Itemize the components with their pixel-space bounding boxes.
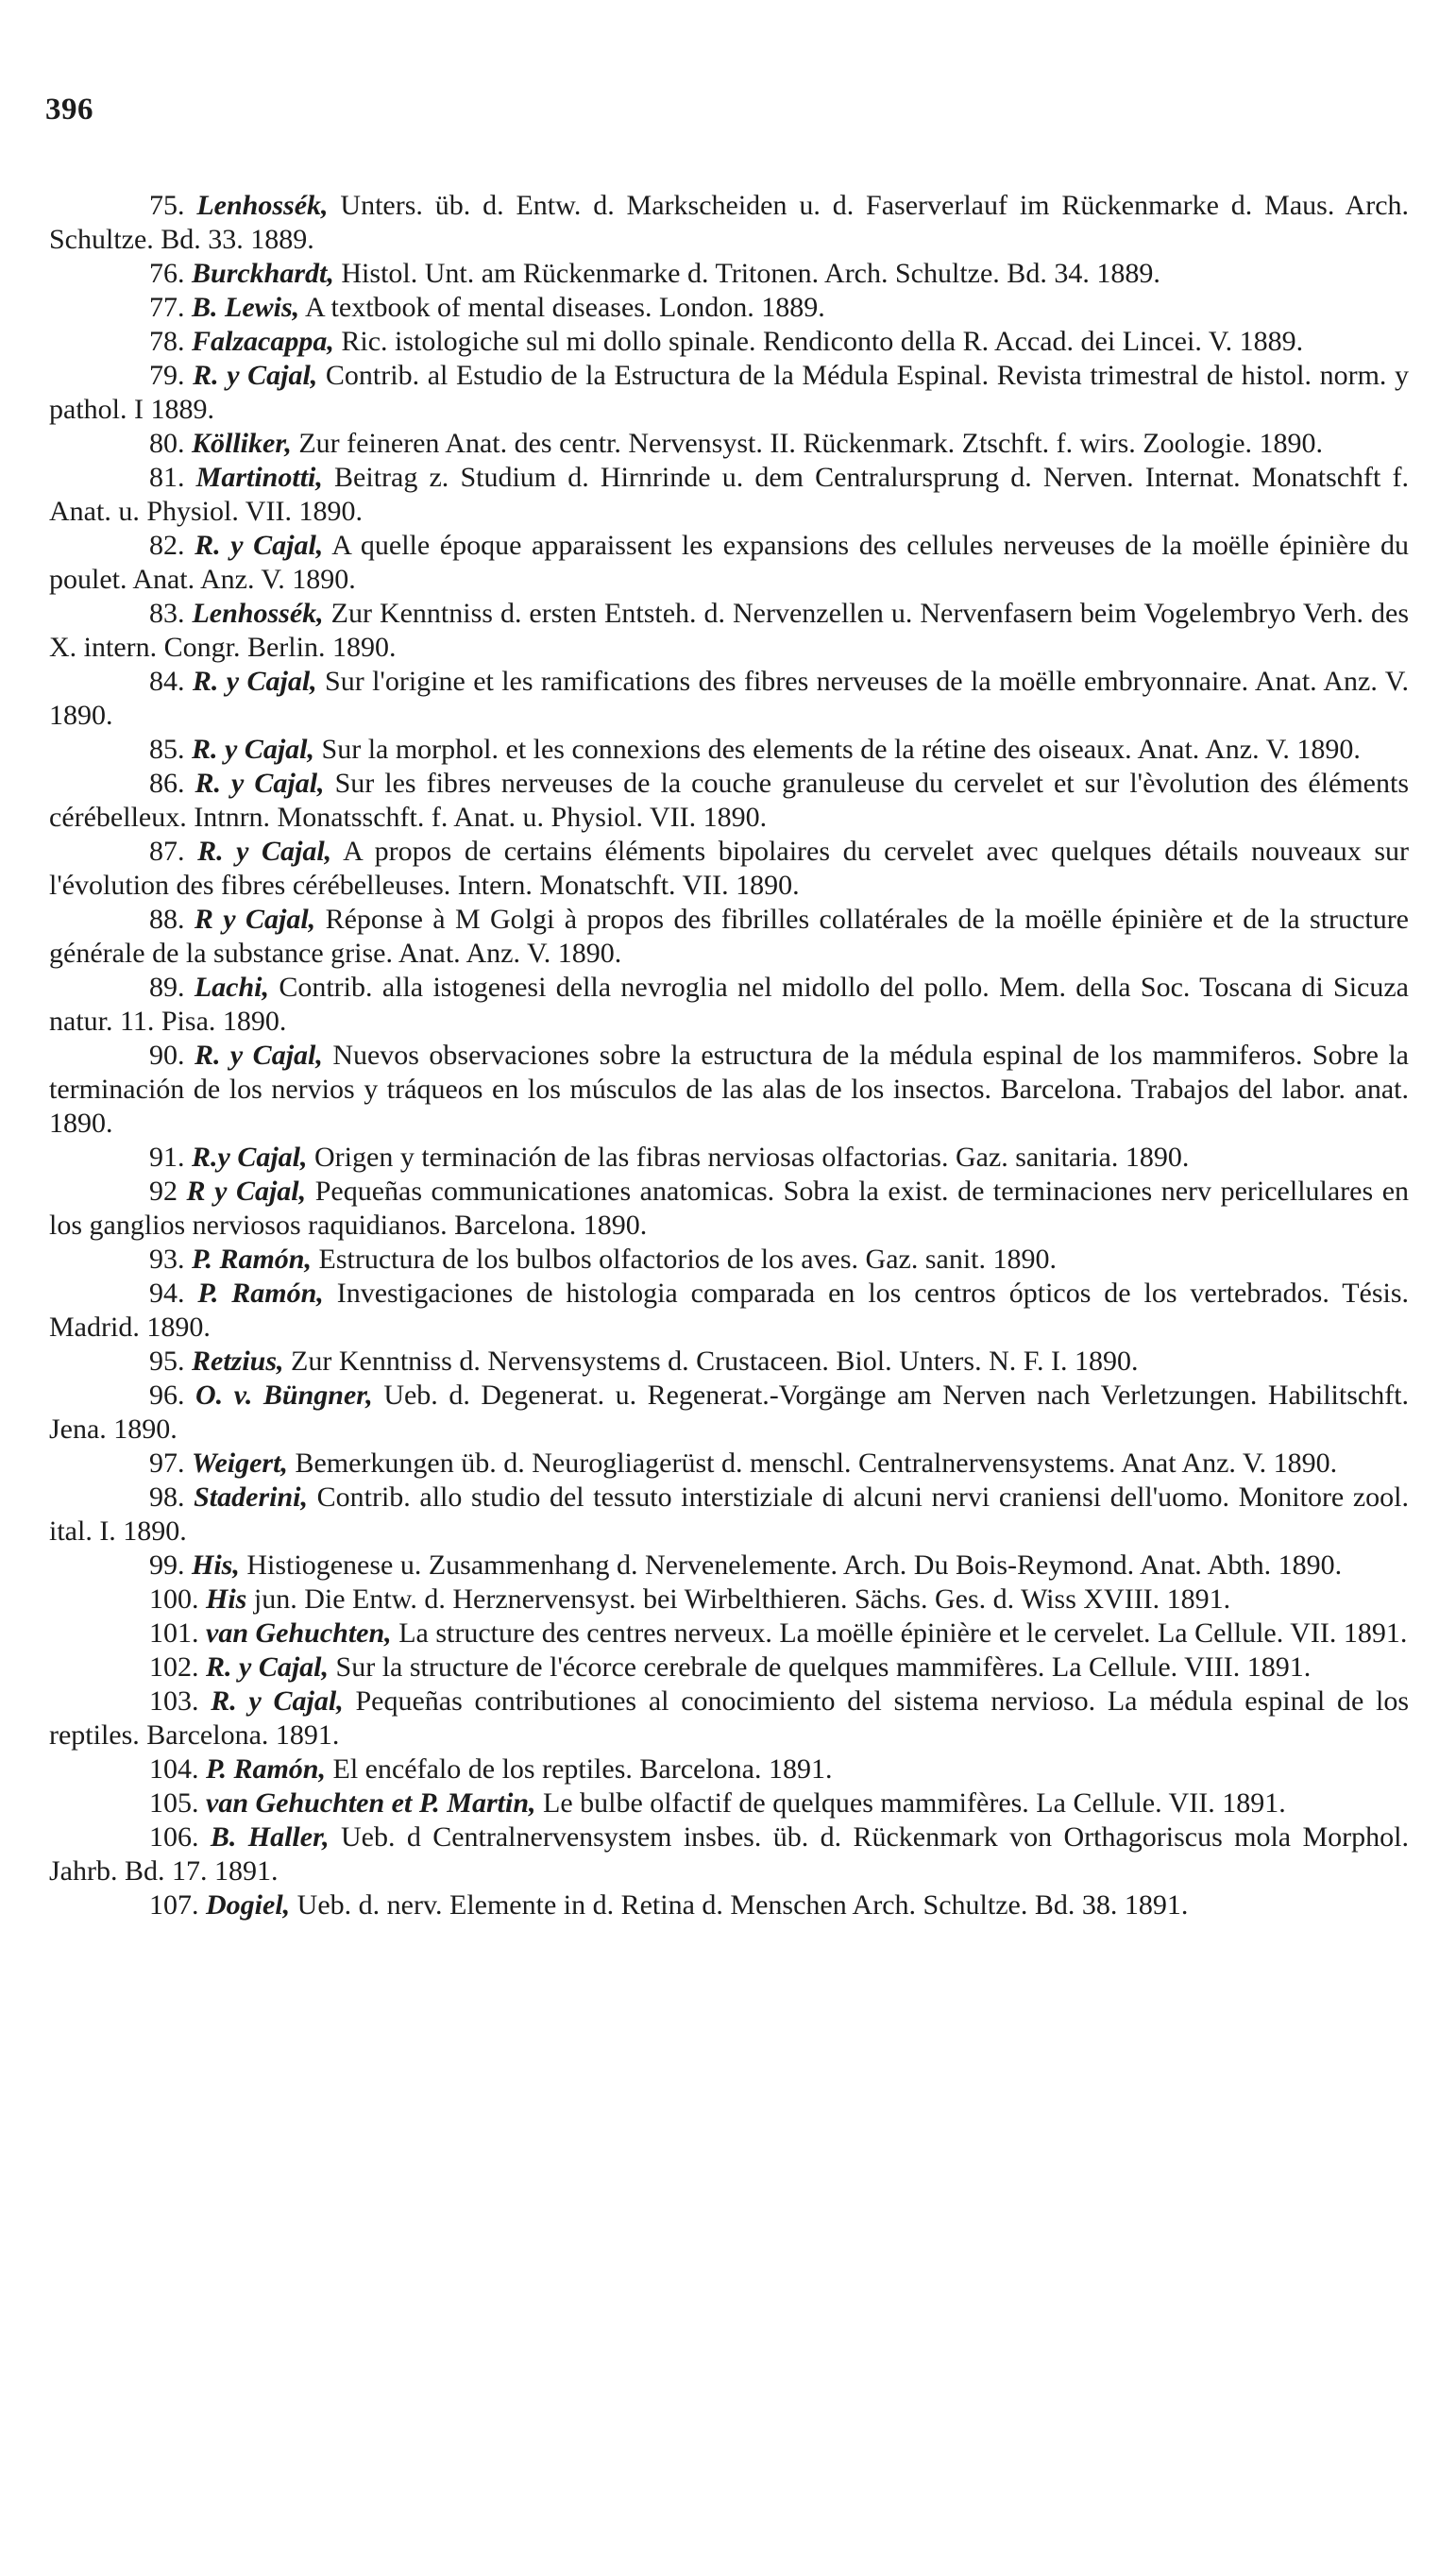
reference-author: R.y Cajal, <box>192 1142 308 1173</box>
reference-text: Pequeñas communicationes anatomicas. Sobra la exist. de terminaciones nerv pericellulares en los ganglios nerviosos raquidianos. Barcelona. 1890. <box>49 1176 1410 1241</box>
reference-number: 103. <box>149 1685 199 1717</box>
reference-author: R. y Cajal, <box>193 360 318 391</box>
reference-text: La structure des centres nerveux. La moëlle épinière et le cervelet. La Cellule. VII. 1891. <box>398 1617 1408 1649</box>
reference-text: Zur Kenntniss d. ersten Entsteh. d. Nervenzellen u. Nervenfasern beim Vogelembryo Verh. des X. intern. Congr. Berlin. 1890. <box>49 598 1409 663</box>
reference-author: P. Ramón, <box>197 1278 324 1309</box>
reference-text: Ueb. d. Degenerat. u. Regenerat.-Vorgänge am Nerven nach Verletzungen. Habilitschft. Jena. 1890. <box>49 1380 1410 1445</box>
reference-entry <box>49 1243 1409 1277</box>
reference-text: Zur Kenntniss d. Nervensystems d. Crustaceen. Biol. Unters. N. F. I. 1890. <box>291 1346 1139 1377</box>
reference-entry <box>49 1685 1409 1753</box>
reference-number: 96. <box>149 1380 185 1411</box>
reference-entry <box>49 1345 1409 1379</box>
reference-entry <box>49 189 1409 257</box>
reference-entry <box>49 1447 1409 1481</box>
reference-number: 101. <box>149 1617 199 1649</box>
reference-text: jun. Die Entw. d. Herznervensyst. bei Wirbelthieren. Sächs. Ges. d. Wiss XVIII. 1891. <box>253 1583 1231 1615</box>
reference-text: Ueb. d. nerv. Elemente in d. Retina d. Menschen Arch. Schultze. Bd. 38. 1891. <box>296 1889 1189 1921</box>
reference-author: R. y Cajal, <box>197 836 332 867</box>
reference-entry <box>49 1141 1409 1175</box>
reference-number: 107. <box>149 1889 199 1921</box>
reference-author: Weigert, <box>192 1448 288 1479</box>
reference-number: 105. <box>149 1787 199 1819</box>
reference-number: 75. <box>149 190 185 221</box>
reference-entry <box>49 1617 1409 1651</box>
reference-number: 97. <box>149 1448 185 1479</box>
reference-number: 102. <box>149 1651 199 1683</box>
reference-list <box>49 189 1409 1922</box>
reference-number: 95. <box>149 1346 185 1377</box>
reference-author: Retzius, <box>192 1346 284 1377</box>
reference-author: Kölliker, <box>192 428 292 459</box>
reference-entry <box>49 835 1409 903</box>
reference-text: Bemerkungen üb. d. Neurogliagerüst d. menschl. Centralnervensystems. Anat Anz. V. 1890. <box>295 1448 1338 1479</box>
reference-text: Ueb. d Centralnervensystem insbes. üb. d. Rückenmark von Orthagoriscus mola Morphol. Jahrb. Bd. 17. 1891. <box>49 1821 1409 1887</box>
reference-number: 85. <box>149 734 185 765</box>
reference-author: R y Cajal, <box>194 904 316 935</box>
reference-number: 84. <box>149 666 185 697</box>
reference-author: R. y Cajal, <box>195 530 324 561</box>
reference-entry <box>49 1039 1409 1141</box>
reference-number: 88. <box>149 904 185 935</box>
reference-text: Contrib. alla istogenesi della nevroglia nel midollo del pollo. Mem. della Soc. Toscana di Sicuza natur. 11. Pisa. 1890. <box>49 972 1409 1037</box>
reference-entry <box>49 291 1409 325</box>
reference-text: A quelle époque apparaissent les expansions des cellules nerveuses de la moëlle épinière du poulet. Anat. Anz. V. 1890. <box>49 530 1409 595</box>
reference-entry <box>49 359 1409 427</box>
reference-author: R. y Cajal, <box>211 1685 344 1717</box>
reference-text: Sur les fibres nerveuses de la couche granuleuse du cervelet et sur l'èvolution des éléments cérébelleux. Intnrn. Monatsschft. f. Anat. u. Physiol. VII. 1890. <box>49 768 1410 833</box>
reference-number: 76. <box>149 258 185 289</box>
reference-author: Dogiel, <box>206 1889 291 1921</box>
reference-text: Beitrag z. Studium d. Hirnrinde u. dem Centralursprung d. Nerven. Internat. Monatschft f. Anat. u. Physiol. VII. 1890. <box>49 462 1410 527</box>
reference-author: Falzacappa, <box>192 326 334 357</box>
reference-number: 86. <box>149 768 185 799</box>
reference-number: 82. <box>149 530 185 561</box>
reference-entry <box>49 903 1409 971</box>
reference-number: 100. <box>149 1583 199 1615</box>
reference-entry <box>49 1379 1409 1447</box>
reference-author: O. v. Büngner, <box>195 1380 373 1411</box>
reference-entry <box>49 665 1409 733</box>
page-number: 396 <box>45 93 93 127</box>
reference-author: van Gehuchten et P. Martin, <box>206 1787 536 1819</box>
reference-entry <box>49 1753 1409 1787</box>
reference-text: Pequeñas contributiones al conocimiento del sistema nervioso. La médula espinal de los reptiles. Barcelona. 1891. <box>49 1685 1410 1751</box>
reference-entry <box>49 325 1409 359</box>
reference-number: 83. <box>149 598 185 629</box>
reference-entry <box>49 461 1409 529</box>
reference-entry <box>49 1651 1409 1685</box>
reference-author: R. y Cajal, <box>206 1651 330 1683</box>
reference-text: Unters. üb. d. Entw. d. Markscheiden u. d. Faserverlauf im Rückenmarke d. Maus. Arch. Schultze. Bd. 33. 1889. <box>49 190 1410 255</box>
reference-entry <box>49 257 1409 291</box>
reference-number: 99. <box>149 1549 185 1581</box>
reference-number: 94. <box>149 1278 185 1309</box>
reference-text: Estructura de los bulbos olfactorios de los aves. Gaz. sanit. 1890. <box>318 1244 1057 1275</box>
reference-author: R. y Cajal, <box>194 1040 323 1071</box>
reference-text: A propos de certains éléments bipolaires du cervelet avec quelques détails nouveaux sur l'évolution des fibres cérébelleuses. Intern. Monatschft. VII. 1890. <box>49 836 1409 901</box>
reference-number: 81. <box>149 462 185 493</box>
reference-author: B. Haller, <box>210 1821 330 1853</box>
reference-author: Martinotti, <box>195 462 323 493</box>
reference-text: Sur la structure de l'écorce cerebrale de quelques mammifères. La Cellule. VIII. 1891. <box>335 1651 1312 1683</box>
reference-author: P. Ramón, <box>192 1244 312 1275</box>
reference-text: Contrib. allo studio del tessuto interstiziale di alcuni nervi craniensi dell'uomo. Monitore zool. ital. I. 1890. <box>49 1482 1410 1547</box>
reference-number: 79. <box>149 360 185 391</box>
reference-text: Sur la morphol. et les connexions des elements de la rétine des oiseaux. Anat. Anz. V. 1890. <box>321 734 1361 765</box>
reference-entry <box>49 767 1409 835</box>
reference-text: Réponse à M Golgi à propos des fibrilles collatérales de la moëlle épinière et de la structure générale de la substance grise. Anat. Anz. V. 1890. <box>49 904 1409 969</box>
reference-text: Nuevos observaciones sobre la estructura de la médula espinal de los mammiferos. Sobre la terminación de los nervios y tráqueos en los músculos de las alas de los insectos. Barcelona. Trabajos del labor. anat. 1890. <box>49 1040 1409 1139</box>
reference-author: Lenhossék, <box>192 598 324 629</box>
reference-number: 106. <box>149 1821 199 1853</box>
reference-text: Ric. istologiche sul mi dollo spinale. Rendiconto della R. Accad. dei Lincei. V. 1889. <box>341 326 1304 357</box>
reference-entry <box>49 1583 1409 1617</box>
reference-number: 91. <box>149 1142 185 1173</box>
reference-entry <box>49 597 1409 665</box>
reference-entry <box>49 1549 1409 1583</box>
reference-author: Burckhardt, <box>192 258 334 289</box>
reference-text: Investigaciones de histologia comparada en los centros ópticos de los vertebrados. Tésis. Madrid. 1890. <box>49 1278 1410 1343</box>
reference-entry <box>49 1820 1409 1888</box>
reference-number: 104. <box>149 1753 199 1785</box>
reference-author: His <box>206 1583 247 1615</box>
reference-number: 98. <box>149 1482 185 1513</box>
reference-text: Le bulbe olfactif de quelques mammifères. La Cellule. VII. 1891. <box>543 1787 1286 1819</box>
reference-entry <box>49 529 1409 597</box>
reference-entry <box>49 971 1409 1039</box>
reference-text: El encéfalo de los reptiles. Barcelona. 1891. <box>332 1753 833 1785</box>
reference-author: Staderini, <box>194 1482 308 1513</box>
reference-entry <box>49 1888 1409 1922</box>
reference-number: 89. <box>149 972 185 1003</box>
reference-entry <box>49 1481 1409 1549</box>
reference-author: R. y Cajal, <box>192 734 315 765</box>
reference-number: 92 <box>149 1176 178 1207</box>
reference-text: Sur l'origine et les ramifications des fibres nerveuses de la moëlle embryonnaire. Anat. Anz. V. 1890. <box>49 666 1410 731</box>
reference-entry <box>49 733 1409 767</box>
reference-number: 90. <box>149 1040 185 1071</box>
reference-number: 77. <box>149 292 185 323</box>
reference-text: A textbook of mental diseases. London. 1889. <box>305 292 825 323</box>
reference-text: Histiogenese u. Zusammenhang d. Nervenelemente. Arch. Du Bois-Reymond. Anat. Abth. 1890. <box>246 1549 1343 1581</box>
reference-author: B. Lewis, <box>192 292 300 323</box>
reference-author: R y Cajal, <box>186 1176 307 1207</box>
reference-text: Origen y terminación de las fibras nerviosas olfactorias. Gaz. sanitaria. 1890. <box>314 1142 1190 1173</box>
reference-entry <box>49 1175 1409 1243</box>
reference-author: R. y Cajal, <box>192 666 317 697</box>
reference-number: 87. <box>149 836 185 867</box>
reference-author: R. y Cajal, <box>195 768 325 799</box>
reference-entry <box>49 1277 1409 1345</box>
reference-author: P. Ramón, <box>206 1753 326 1785</box>
reference-text: Histol. Unt. am Rückenmarke d. Tritonen. Arch. Schultze. Bd. 34. 1889. <box>341 258 1160 289</box>
reference-author: Lachi, <box>194 972 269 1003</box>
reference-text: Zur feineren Anat. des centr. Nervensyst. II. Rückenmark. Ztschft. f. wirs. Zoologie. 1890. <box>298 428 1324 459</box>
reference-number: 80. <box>149 428 185 459</box>
reference-entry <box>49 427 1409 461</box>
reference-number: 93. <box>149 1244 185 1275</box>
reference-text: Contrib. al Estudio de la Estructura de la Médula Espinal. Revista trimestral de histol. norm. y pathol. I 1889. <box>49 360 1409 425</box>
reference-author: van Gehuchten, <box>206 1617 392 1649</box>
reference-number: 78. <box>149 326 185 357</box>
reference-entry <box>49 1787 1409 1820</box>
reference-author: Lenhossék, <box>196 190 329 221</box>
reference-author: His, <box>192 1549 240 1581</box>
